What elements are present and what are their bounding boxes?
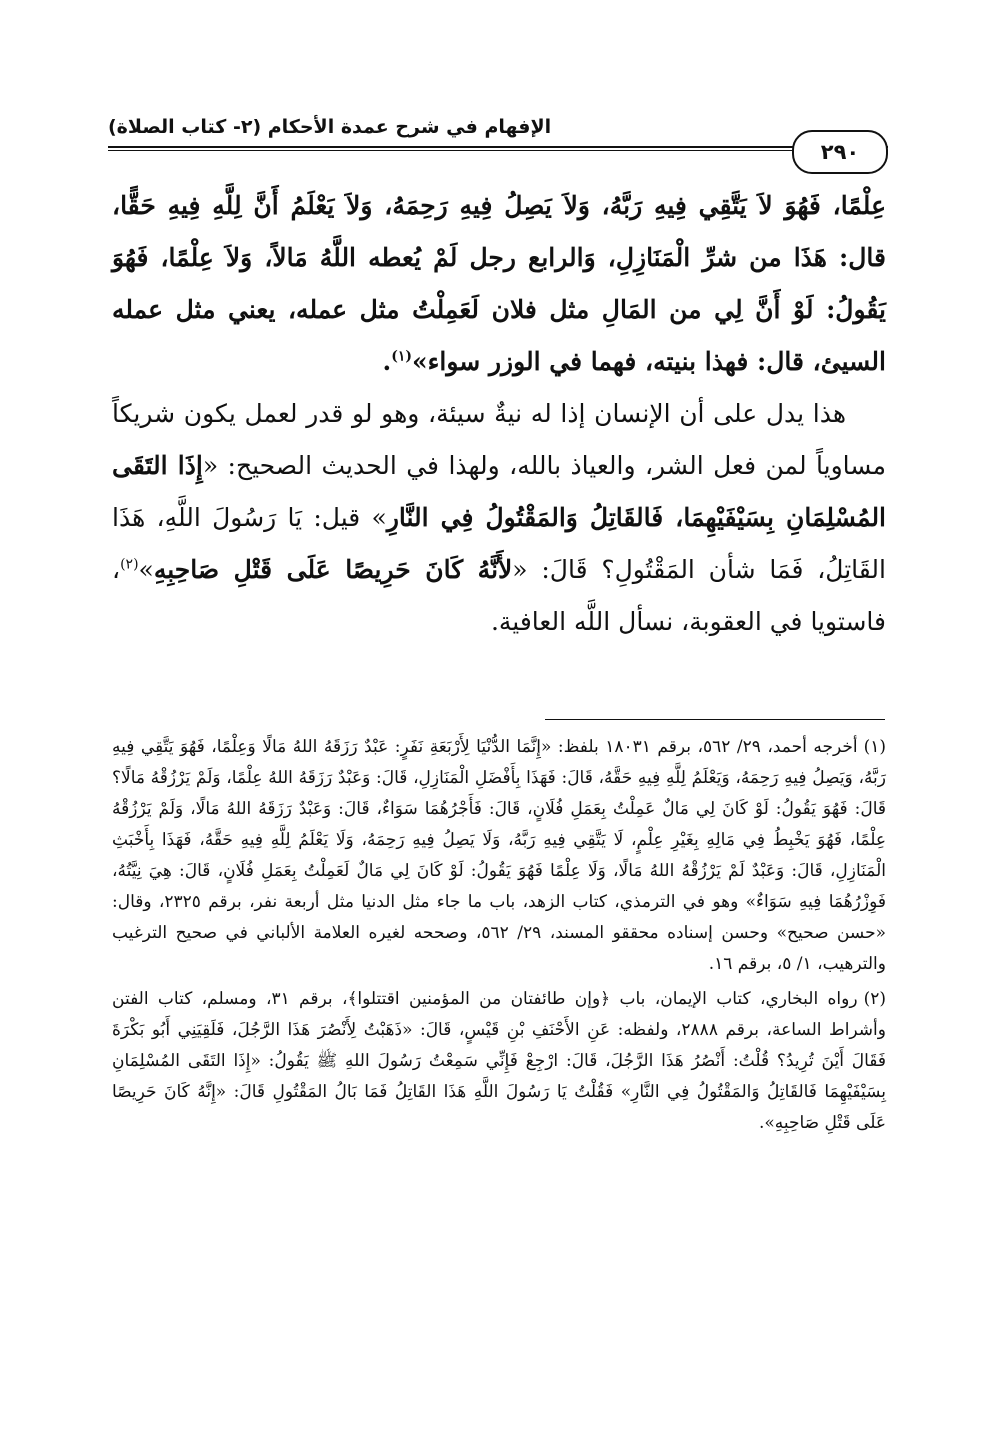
footnote-1 bbox=[112, 732, 886, 980]
paragraph-1-end: . bbox=[382, 347, 392, 376]
footnote-2-number: (٢) bbox=[863, 989, 886, 1009]
footnote-separator bbox=[545, 719, 885, 720]
footnote-1-text: أخرجه أحمد، ٢٩/ ٥٦٢، برقم ١٨٠٣١ بلفظ: «إِنَّمَا الدُّنْيَا لِأَرْبَعَةِ نَفَرٍ: عَبْدٌ رَزَقَهُ اللهُ مَالًا وَعِلْمًا، فَهُوَ يَتَّقِي فِيهِ رَبَّهُ، وَيَصِلُ فِيهِ رَحِمَهُ، وَيَعْلَمُ لِلَّهِ فِيهِ حَقَّهُ، قَالَ: فَهَذَا بِأَفْضَلِ الْمَنَازِلِ، قَالَ: وَعَبْدٌ رَزَقَهُ اللهُ عِلْمًا، وَلَمْ يَرْزُقْهُ مَالًا؟ قَالَ: فَهُوَ يَقُولُ: لَوْ كَانَ لِي مَالٌ عَمِلْتُ بِعَمَلِ فُلَانٍ، قَالَ: فَأَجْرُهُمَا سَوَاءٌ، قَالَ: وَعَبْدٌ رَزَقَهُ اللهُ مَالًا، وَلَمْ يَرْزُقْهُ عِلْمًا، فَهُوَ يَخْبِطُ فِي مَالِهِ بِغَيْرِ عِلْمٍ، لَا يَتَّقِي فِيهِ رَبَّهُ، وَلَا يَصِلُ فِيهِ رَحِمَهُ، وَلَا يَعْلَمُ لِلَّهِ فِيهِ حَقَّهُ، فَهَذَا بِأَخْبَثِ الْمَنَازِلِ، قَالَ: وَعَبْدٌ لَمْ يَرْزُقْهُ اللهُ مَالًا، وَلَا عِلْمًا فَهُوَ يَقُولُ: لَوْ كَانَ لِي مَالٌ لَعَمِلْتُ بِعَمَلِ فُلَانٍ، قَالَ: هِيَ نِيَّتُهُ، فَوِزْرُهُمَا فِيهِ سَوَاءٌ» وهو في الترمذي، كتاب الزهد، باب ما جاء مثل الدنيا مثل أربعة نفر، برقم ٢٣٢٥، وقال: «حسن صحيح» وحسن إسناده محققو المسند، ٢٩/ ٥٦٢، وصححه لغيره العلامة الألباني في صحيح الترغيب والترهيب، ١/ ٥، برقم ١٦. bbox=[112, 737, 887, 974]
footnote-2 bbox=[112, 984, 886, 1139]
paragraph-2 bbox=[112, 388, 886, 648]
footnote-ref-2[interactable]: (٢) bbox=[120, 556, 139, 573]
paragraph-1 bbox=[112, 180, 886, 388]
page-header bbox=[108, 104, 888, 164]
paragraph-2-text-d: ، فاستويا في العقوبة، نسأل اللَّه العافية. bbox=[112, 555, 886, 636]
footnote-ref-1[interactable]: (١) bbox=[391, 348, 413, 365]
header-rule bbox=[108, 146, 888, 148]
hadith-quote-1: إِذَا التَقَى المُسْلِمَانِ بِسَيْفَيْهِمَا، فَالقَاتِلُ وَالمَقْتُولُ فِي النَّارِ bbox=[112, 451, 887, 532]
main-text bbox=[112, 180, 886, 648]
page-number-badge: ٢٩٠ bbox=[792, 130, 888, 174]
paragraph-2-text-c: » bbox=[138, 555, 154, 584]
paragraph-1-text: عِلْمًا، فَهُوَ لاَ يَتَّقِي فِيهِ رَبَّهُ، وَلاَ يَصِلُ فِيهِ رَحِمَهُ، وَلاَ يَعْلَمُ أَنَّ لِلَّهِ فِيهِ حَقًّا، قال: هَذَا من شرِّ الْمَنَازِلِ، وَالرابع رجل لَمْ يُعطه اللَّهُ مَالاً، وَلاَ عِلْمًا، فَهُوَ يَقُولُ: لَوْ أَنَّ لِي من المَالِ مثل فلان لَعَمِلْتُ مثل عمله، يعني مثل عمله السيئ، قال: فهذا بنيته، فهما في الوزر سواء» bbox=[112, 191, 886, 376]
footnotes bbox=[112, 732, 886, 1143]
hadith-quote-2: لأَنَّهُ كَانَ حَرِيصًا عَلَى قَتْلِ صَاحِبِهِ bbox=[153, 555, 513, 584]
paragraph-2-text-b: » قيل: يَا رَسُولَ اللَّهِ، هَذَا القَاتِلُ، فَمَا شأن المَقْتُولِ؟ قَالَ: « bbox=[112, 503, 886, 584]
running-title: الإفهام في شرح عمدة الأحكام (٢- كتاب الصلاة) bbox=[108, 116, 552, 138]
footnote-1-number: (١) bbox=[863, 737, 886, 757]
paragraph-2-text-a: هذا يدل على أن الإنسان إذا له نيةٌ سيئة، وهو لو قدر لعمل يكون شريكاً مساوياً لمن فعل الشر، والعياذ بالله، ولهذا في الحديث الصحيح: « bbox=[112, 399, 886, 480]
footnote-2-text: رواه البخاري، كتاب الإيمان، باب ﴿وإن طائفتان من المؤمنين اقتتلوا﴾، برقم ٣١، ومسلم، كتاب الفتن وأشراط الساعة، برقم ٢٨٨٨، ولفظه: عَنِ الأَحْنَفِ بْنِ قَيْسٍ، قَالَ: «ذَهَبْتُ لِأَنْصُرَ هَذَا الرَّجُلَ، فَلَقِيَنِي أَبُو بَكْرَةَ فَقَالَ أَيْنَ تُرِيدُ؟ قُلْتُ: أَنْصُرُ هَذَا الرَّجُلَ، قَالَ: ارْجِعْ فَإِنِّي سَمِعْتُ رَسُولَ اللهِ ﷺ يَقُولُ: «إِذَا التَقَى المُسْلِمَانِ بِسَيْفَيْهِمَا فَالقَاتِلُ وَالمَقْتُولُ فِي النَّارِ» فَقُلْتُ يَا رَسُولَ اللَّهِ هَذَا القَاتِلُ فَمَا بَالُ المَقْتُولِ قَالَ: «إِنَّهُ كَانَ حَرِيصًا عَلَى قَتْلِ صَاحِبِهِ». bbox=[112, 989, 886, 1133]
header-rule-thin bbox=[108, 150, 888, 151]
